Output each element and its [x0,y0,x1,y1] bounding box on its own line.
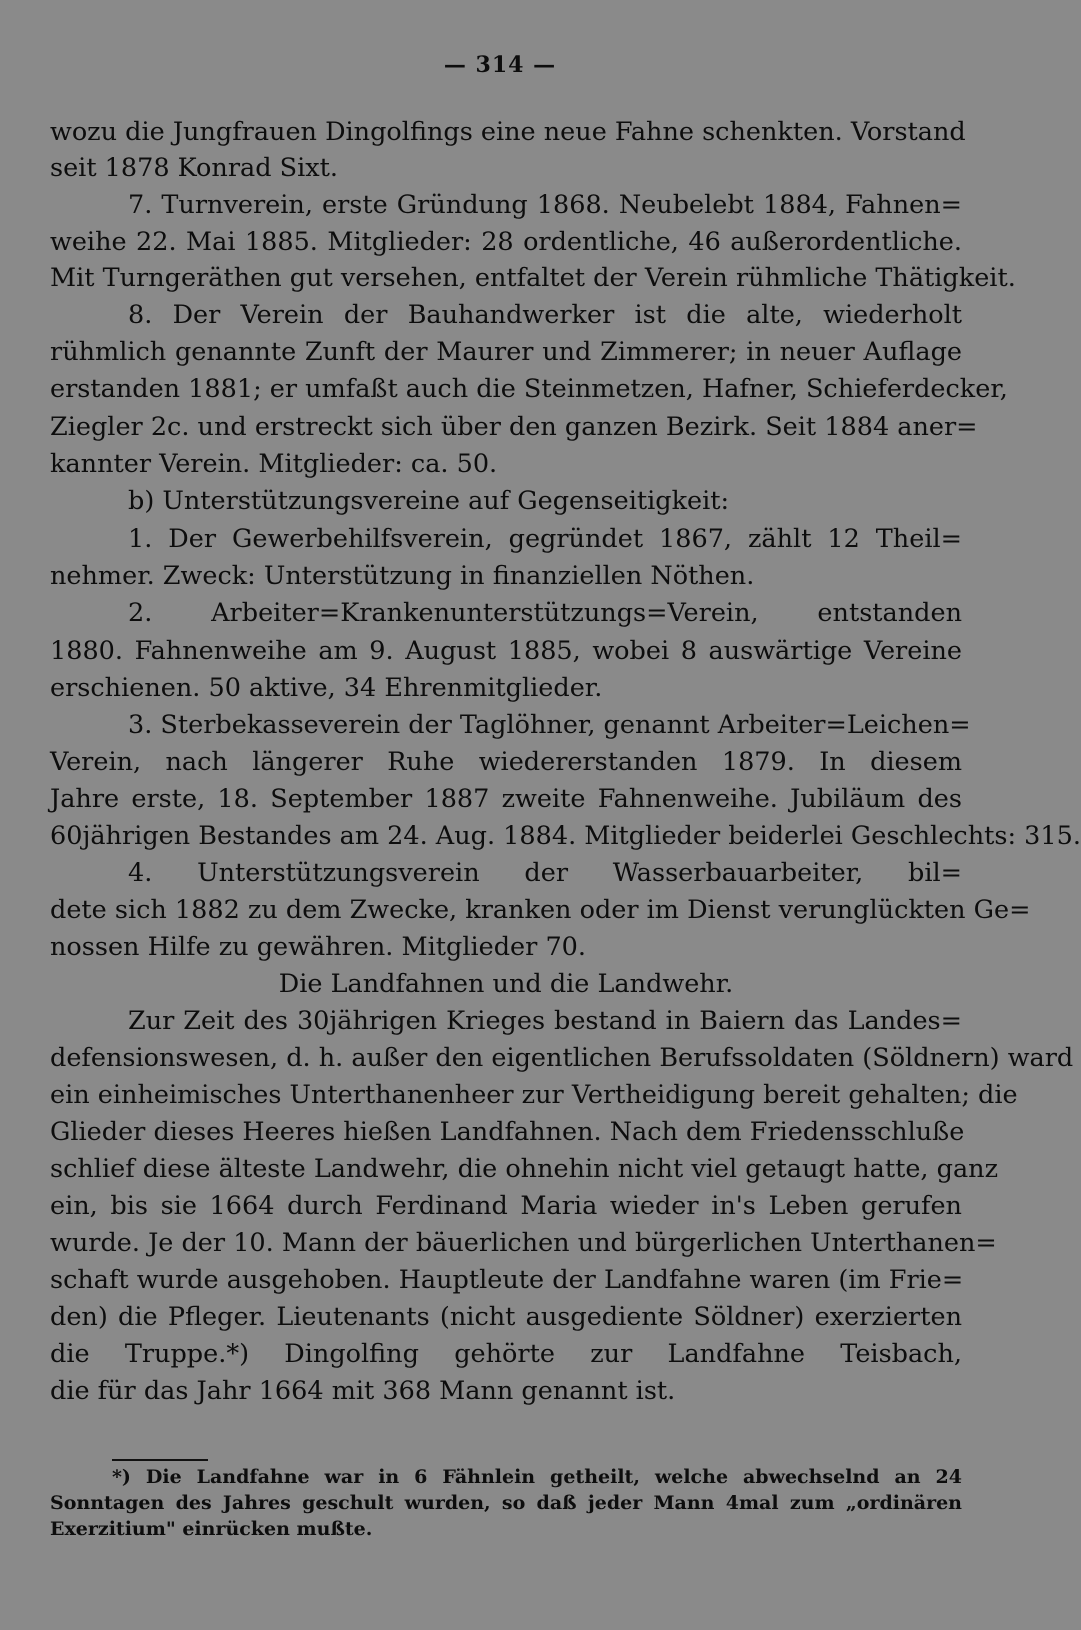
text-line: nossen Hilfe zu gewähren. Mitglieder 70. [50,932,586,962]
text-line: erschienen. 50 aktive, 34 Ehrenmitglieder. [50,673,603,703]
text-line: wozu die Jungfrauen Dingolfings eine neue Fahne schenkten. Vorstand [50,117,966,147]
text-line: schlief diese älteste Landwehr, die ohnehin nicht viel getaugt hatte, ganz [50,1154,999,1184]
text-line: schaft wurde ausgehoben. Hauptleute der Landfahne waren (im Frie= [50,1265,964,1295]
text-line: 3. Sterbekasseverein der Taglöhner, genannt Arbeiter=Leichen= [128,710,971,740]
text-line: ein, bis sie 1664 durch Ferdinand Maria wieder in's Leben gerufen [50,1191,962,1221]
text-line: wurde. Je der 10. Mann der bäuerlichen und bürgerlichen Unterthanen= [50,1228,997,1258]
text-line: rühmlich genannte Zunft der Maurer und Zimmerer; in neuer Auflage [50,337,962,367]
text-line: Verein, nach längerer Ruhe wiedererstanden 1879. In diesem [50,747,962,777]
text-line: 1880. Fahnenweihe am 9. August 1885, wobei 8 auswärtige Vereine [50,636,962,666]
text-line: Ziegler 2c. und erstreckt sich über den ganzen Bezirk. Seit 1884 aner= [50,412,978,442]
text-line: 1. Der Gewerbehilfsverein, gegründet 1867, zählt 12 Theil= [128,524,962,554]
text-line: Mit Turngeräthen gut versehen, entfaltet der Verein rühmliche Thätigkeit. [50,263,1016,293]
text-line: weihe 22. Mai 1885. Mitglieder: 28 ordentliche, 46 außerordentliche. [50,227,962,257]
text-line: dete sich 1882 zu dem Zwecke, kranken oder im Dienst verunglückten Ge= [50,895,1031,925]
text-line: seit 1878 Konrad Sixt. [50,153,339,183]
section-title: Die Landfahnen und die Landwehr. [278,969,734,999]
text-line: ein einheimisches Unterthanenheer zur Vertheidigung bereit gehalten; die [50,1080,1018,1110]
page-number: — 314 — [443,52,557,78]
text-line: die Truppe.*) Dingolfing gehörte zur Landfahne Teisbach, [50,1339,962,1369]
text-line: 8. Der Verein der Bauhandwerker ist die alte, wiederholt [128,300,962,330]
text-line: Glieder dieses Heeres hießen Landfahnen. Nach dem Friedensschluße [50,1117,965,1147]
section-heading: b) Unterstützungsvereine auf Gegenseitigkeit: [128,486,730,516]
text-line: den) die Pfleger. Lieutenants (nicht ausgediente Söldner) exerzierten [50,1302,962,1332]
text-line: 4. Unterstützungsverein der Wasserbauarbeiter, bil= [128,858,962,888]
footnote-line: Sonntagen des Jahres geschult wurden, so daß jeder Mann 4mal zum „ordinären [50,1492,962,1514]
text-line: nehmer. Zweck: Unterstützung in finanziellen Nöthen. [50,561,755,591]
text-line: 2. Arbeiter=Krankenunterstützungs=Verein, entstanden [128,598,962,628]
footnote-line: *) Die Landfahne war in 6 Fähnlein getheilt, welche abwechselnd an 24 [112,1466,962,1488]
text-line: 60jährigen Bestandes am 24. Aug. 1884. Mitglieder beiderlei Geschlechts: 315. [50,821,1081,851]
text-line: Zur Zeit des 30jährigen Krieges bestand in Baiern das Landes= [128,1006,962,1036]
text-line: erstanden 1881; er umfaßt auch die Steinmetzen, Hafner, Schieferdecker, [50,374,1008,404]
footnote-rule [112,1459,208,1461]
text-line: kannter Verein. Mitglieder: ca. 50. [50,449,498,479]
footnote-line: Exerzitium" einrücken mußte. [50,1518,373,1540]
text-line: 7. Turnverein, erste Gründung 1868. Neubelebt 1884, Fahnen= [128,190,962,220]
text-line: defensionswesen, d. h. außer den eigentlichen Berufssoldaten (Söldnern) ward [50,1043,1074,1073]
text-line: Jahre erste, 18. September 1887 zweite Fahnenweihe. Jubiläum des [50,784,962,814]
text-line: die für das Jahr 1664 mit 368 Mann genannt ist. [50,1376,676,1406]
